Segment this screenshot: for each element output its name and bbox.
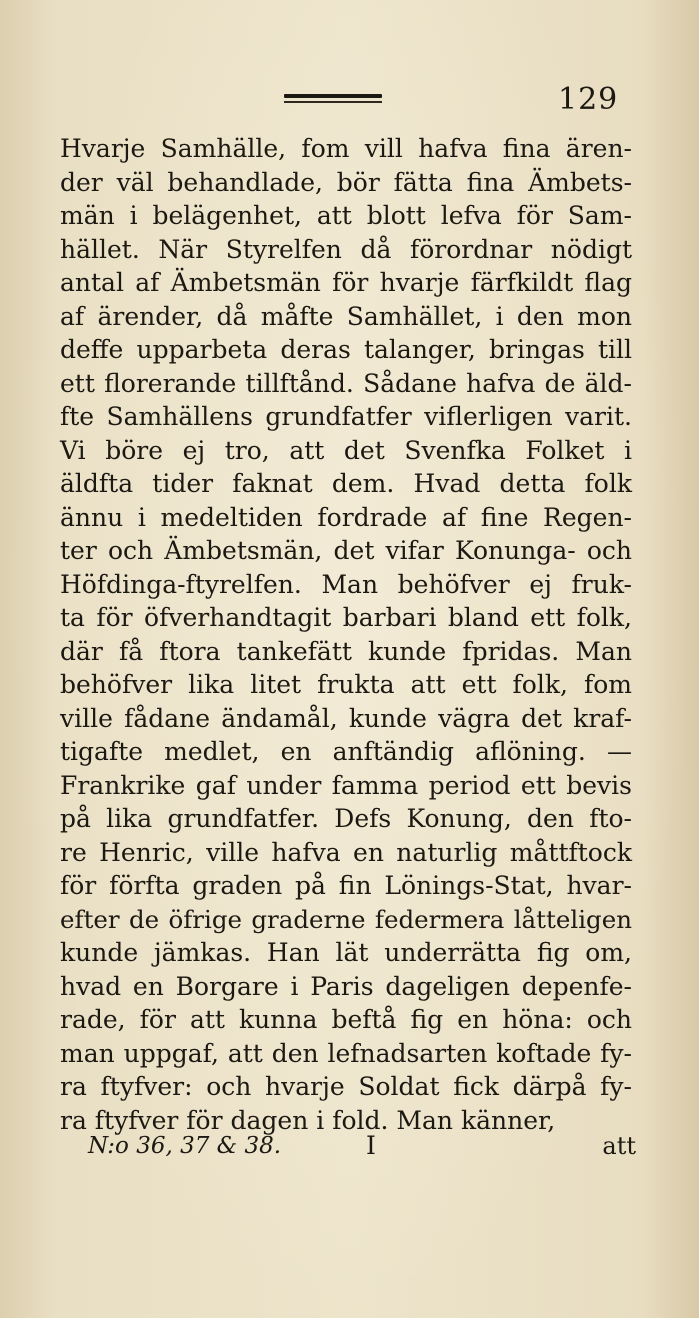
text-line: antal af Ämbetsmän för hvarje färfkildt flag bbox=[60, 268, 632, 297]
text-line: re Henric, ville hafva en naturlig måttftock bbox=[60, 837, 632, 867]
text-line: hvad en Borgare i Paris dageligen depenfe- bbox=[60, 971, 632, 1001]
signature-mark: N:o 36, 37 & 38. bbox=[88, 1133, 282, 1159]
text-line: man uppgaf, att den lefnadsarten koftade fy- bbox=[60, 1038, 632, 1068]
text-line: der väl behandlade, bör fätta fina Ämbets- bbox=[60, 167, 632, 197]
page-number: 129 bbox=[558, 82, 619, 117]
text-line: efter de öfrige graderne federmera låtteligen bbox=[60, 904, 632, 934]
text-line: på lika grundfatfer. Defs Konung, den fto- bbox=[60, 804, 632, 833]
text-line: kunde jämkas. Han lät underrätta fig om, bbox=[60, 938, 632, 967]
catchword: att bbox=[602, 1132, 636, 1160]
text-line: för förfta graden på fin Lönings-Stat, hvar- bbox=[60, 871, 632, 900]
page-footer bbox=[88, 1128, 636, 1164]
sheet-mark: I bbox=[366, 1131, 376, 1160]
text-line: män i belägenhet, att blott lefva för Sam- bbox=[60, 201, 632, 230]
body-text bbox=[60, 132, 632, 1137]
text-line: Höfdinga-ftyrelfen. Man behöfver ej fruk- bbox=[60, 569, 632, 599]
text-line: ta för öfverhandtagit barbari bland ett folk, bbox=[60, 603, 632, 632]
text-line: ville fådane ändamål, kunde vägra det kraf- bbox=[60, 703, 632, 733]
text-line: behöfver lika litet frukta att ett folk, fom bbox=[60, 670, 632, 699]
text-line: ett florerande tillftånd. Sådane hafva de äld- bbox=[60, 368, 632, 398]
text-line: af ärender, då måfte Samhället, i den mon bbox=[60, 301, 632, 331]
text-line: Frankrike gaf under famma period ett bevis bbox=[60, 770, 632, 800]
text-line: rade, för att kunna beftå fig en höna: och bbox=[60, 1005, 632, 1034]
text-line: ännu i medeltiden fordrade af fine Regen- bbox=[60, 502, 632, 532]
text-line: ra ftyfver för dagen i fold. Man känner, bbox=[60, 1105, 556, 1135]
text-line: ter och Ämbetsmän, det vifar Konunga- och bbox=[60, 536, 632, 565]
text-line: hället. När Styrelfen då förordnar nödigt bbox=[60, 234, 632, 264]
text-line: tigafte medlet, en anftändig aflöning. — bbox=[60, 737, 632, 766]
text-line: Hvarje Samhälle, fom vill hafva fina ären- bbox=[60, 134, 632, 163]
text-line: där få ftora tankefätt kunde fpridas. Man bbox=[60, 636, 632, 666]
text-line: fte Samhällens grundfatfer viflerligen varit. bbox=[60, 402, 632, 431]
text-line: deffe upparbeta deras talanger, bringas till bbox=[60, 335, 632, 364]
text-line: äldfta tider faknat dem. Hvad detta folk bbox=[60, 469, 632, 498]
text-line: Vi böre ej tro, att det Svenfka Folket i bbox=[60, 435, 632, 465]
header-rule bbox=[284, 94, 382, 98]
text-line: ra ftyfver: och hvarje Soldat fick därpå fy- bbox=[60, 1072, 632, 1101]
